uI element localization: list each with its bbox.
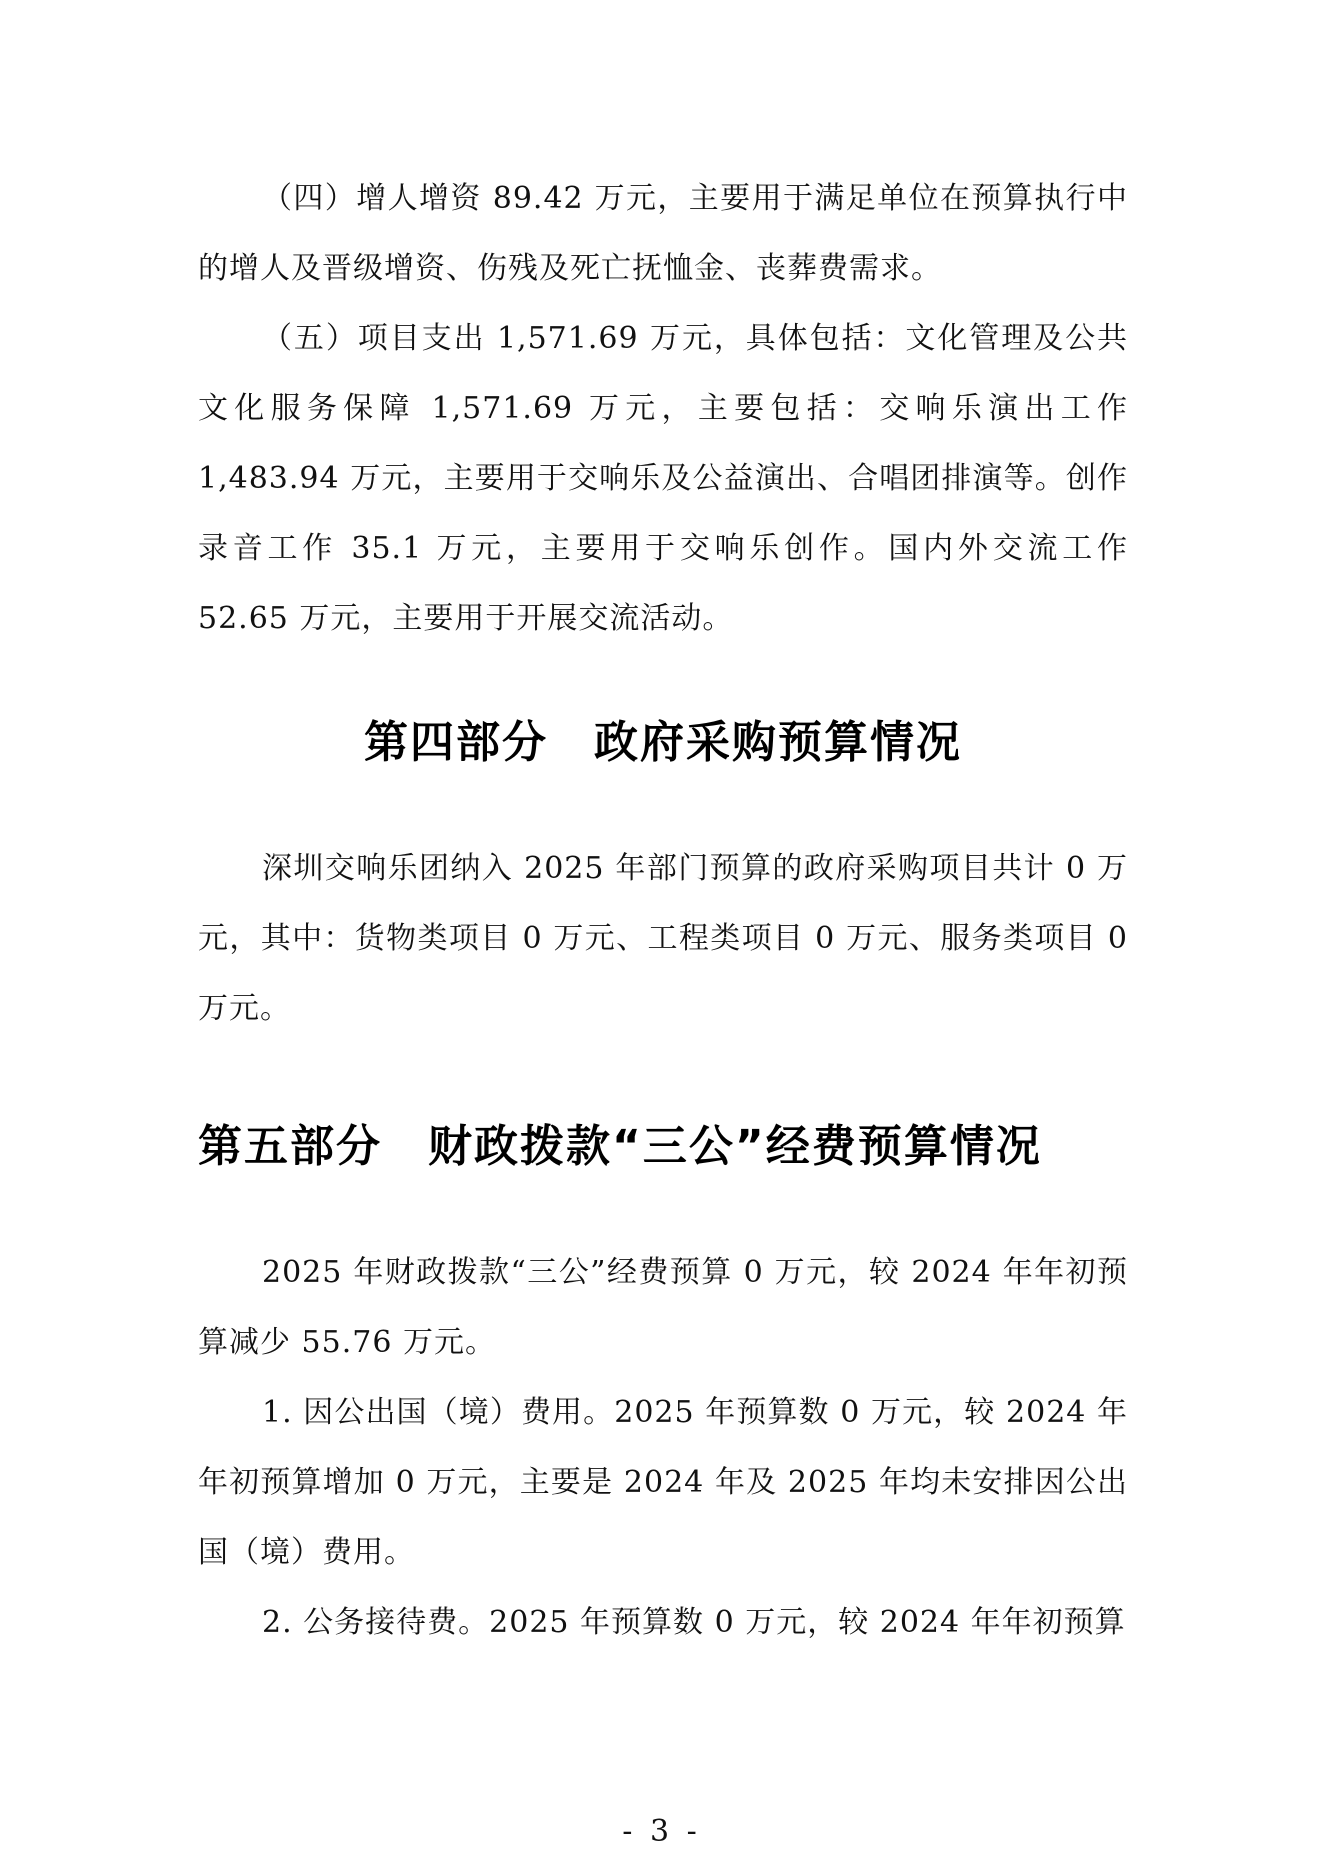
paragraph-official-reception: 2. 公务接待费。2025 年预算数 0 万元，较 2024 年年初预算 [262,1605,1126,1640]
paragraph-procurement: 深圳交响乐团纳入 2025 年部门预算的政府采购项目共计 0 万元，其中：货物类项目 0 万元、工程类项目 0 万元、服务类项目 0 万元。 [198,851,1128,1026]
paragraph-three-public-summary: 2025 年财政拨款“三公”经费预算 0 万元，较 2024 年年初预算减少 55.76 万元。 [198,1255,1128,1360]
section-5-heading: 第五部分 财政拨款“三公”经费预算情况 [198,1121,1042,1172]
paragraph-project-expenditure: （五）项目支出 1,571.69 万元，具体包括：文化管理及公共文化服务保障 1,571.69 万元，主要包括：交响乐演出工作 1,483.94 万元，主要用于交响乐及公益演出、合唱团排演等。创作录音工作 35.1 万元，主要用于交响乐创作。国内外交流工作 52.65 万元，主要用于开展交流活动。 [198,321,1128,636]
paragraph-overseas-travel: 1. 因公出国（境）费用。2025 年预算数 0 万元，较 2024 年年初预算增加 0 万元，主要是 2024 年及 2025 年均未安排因公出国（境）费用。 [198,1395,1128,1570]
page-number: - 3 - [622,1814,701,1849]
section-4-heading: 第四部分 政府采购预算情况 [364,717,962,768]
paragraph-staff-increase: （四）增人增资 89.42 万元，主要用于满足单位在预算执行中的增人及晋级增资、伤残及死亡抚恤金、丧葬费需求。 [198,181,1128,286]
document-body [198,164,1128,1658]
